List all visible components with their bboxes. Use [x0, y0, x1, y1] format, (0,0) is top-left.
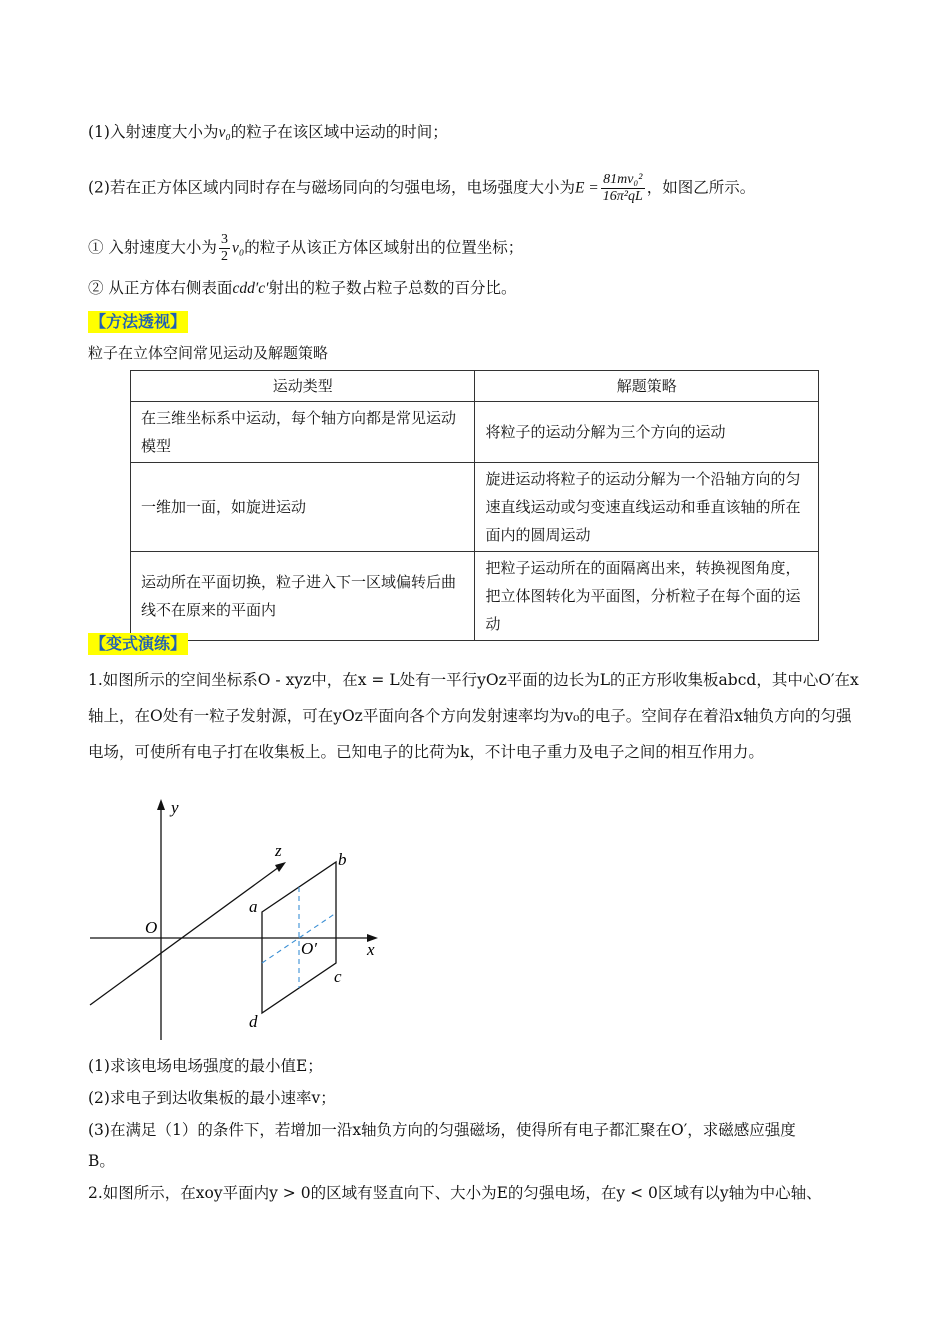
label-origin: O: [145, 918, 158, 937]
subquestion-2: (2)求电子到达收集板的最小速率v；: [88, 1089, 336, 1107]
question-1: (1)入射速度大小为v₀的粒子在该区域中运动的时间；: [88, 123, 448, 141]
strategy-table: [130, 370, 819, 641]
label-x: x: [367, 940, 375, 959]
problem-2-text: 2.如图所示，在xoy平面内y > 0的区域有竖直向下、大小为E的匀强电场，在y < 0区域有以y轴为中心轴、: [88, 1184, 822, 1202]
method-intro: 粒子在立体空间常见运动及解题策略: [88, 344, 329, 362]
subquestion-3: (3)在满足（1）的条件下，若增加一沿x轴负方向的匀强磁场，使得所有电子都汇聚在O′，求磁感应强度: [88, 1121, 796, 1139]
field-formula: $\frac{\text{81mv₀²}}{\text{16π²qL}}$: [602, 172, 643, 204]
question-2b: ② 从正方体右侧表面cdd′c′射出的粒子数占粒子总数的百分比。: [88, 279, 517, 297]
label-a: a: [249, 897, 258, 916]
z-arrow: [275, 862, 286, 872]
label-y: y: [171, 798, 179, 817]
table-header: 运动类型: [131, 371, 475, 402]
question-2: (2)若在正方体区域内同时存在与磁场同向的匀强电场，电场强度大小为E = $\frac{\text{81mv₀²}}{\text{16π²qL}}$ ，如图乙所示。: [88, 172, 756, 204]
label-o-prime: O′: [301, 939, 317, 958]
question-2a: ① 入射速度大小为 $\frac{3}{2}$ v₀的粒子从该正方体区域射出的位置坐标；: [88, 232, 524, 264]
speed-fraction: $\frac{3}{2}$: [220, 232, 228, 264]
subquestion-1: (1)求该电场电场强度的最小值E；: [88, 1057, 323, 1075]
label-z: z: [275, 841, 282, 860]
subquestion-3-tail: B。: [88, 1152, 115, 1170]
table-row: [131, 463, 819, 552]
coordinate-figure: [85, 795, 395, 1045]
y-arrow: [157, 799, 165, 810]
table-row: [131, 552, 819, 641]
table-cell: 在三维坐标系中运动，每个轴方向都是常见运动模型: [131, 402, 475, 463]
label-b: b: [338, 850, 347, 869]
table-cell: 将粒子的运动分解为三个方向的运动: [475, 402, 819, 463]
method-heading: 【方法透视】: [90, 312, 187, 331]
table-header-row: [131, 371, 819, 402]
table-row: [131, 402, 819, 463]
table-cell: 运动所在平面切换，粒子进入下一区域偏转后曲线不在原来的平面内: [131, 552, 475, 641]
table-cell: 旋进运动将粒子的运动分解为一个沿轴方向的匀速直线运动或匀变速直线运动和垂直该轴的所在面内的圆周运动: [475, 463, 819, 552]
table-header: 解题策略: [475, 371, 819, 402]
problem-1-text: 1.如图所示的空间坐标系O - xyz中，在x = L处有一平行yOz平面的边长为L的正方形收集板abcd，其中心O′在x轴上，在O处有一粒子发射源，可在yOz平面向各个方向发射速率均为v₀的电子。空间存在着沿x轴负方向的匀强电场，可使所有电子打在收集板上。已知电子的比荷为k，不计电子重力及电子之间的相互作用力。: [88, 671, 859, 761]
label-d: d: [249, 1012, 258, 1031]
table-cell: 一维加一面，如旋进运动: [131, 463, 475, 552]
table-cell: 把粒子运动所在的面隔离出来，转换视图角度，把立体图转化为平面图，分析粒子在每个面的运动: [475, 552, 819, 641]
variant-heading: 【变式演练】: [90, 634, 187, 653]
label-c: c: [334, 967, 342, 986]
z-axis: [90, 867, 279, 1005]
